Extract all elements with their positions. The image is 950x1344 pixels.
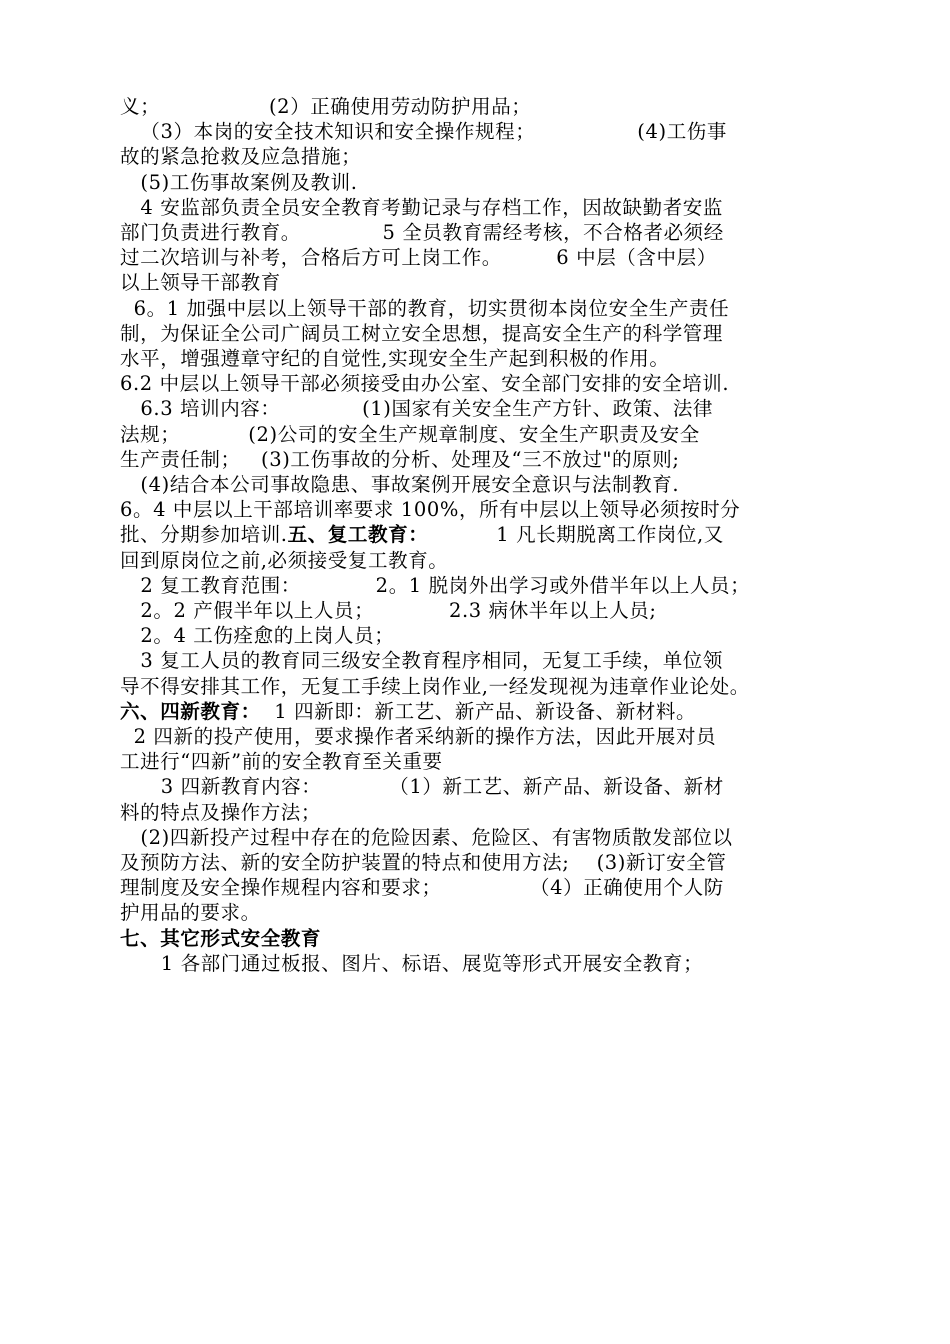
text-line [120,119,840,144]
text-run: 义； (2）正确使用劳动防护用品； [120,95,532,118]
text-run: 水平，增强遵章守纪的自觉性,实现安全生产起到积极的作用。 [120,347,670,370]
text-run: 故的紧急抢救及应急措施； [120,145,362,169]
text-line [120,900,840,925]
text-line [120,296,840,321]
text-line [120,926,840,951]
text-run: 法规； (2)公司的安全生产规章制度、安全生产职责及安全 [120,422,700,446]
text-line [120,321,840,346]
text-run: 工进行“四新”前的安全教育至关重要 [120,750,443,774]
text-run: 3 复工人员的教育同三级安全教育程序相同，无复工手续，单位领 [120,649,724,673]
text-run: (5)工伤事故案例及教训. [120,170,358,194]
text-line [120,699,840,724]
text-run: 生产责任制； (3)工伤事故的分析、处理及“三不放过"的原则; [120,447,680,471]
text-line [120,144,840,169]
text-run: 批、分期参加培训. [120,523,288,547]
text-line [120,850,840,875]
text-line [120,346,840,371]
text-line [120,497,840,522]
text-line [120,522,840,547]
text-run: 护用品的要求。 [120,901,261,925]
text-run: 理制度及安全操作规程内容和要求； （4）正确使用个人防 [120,876,724,900]
text-run: (4)结合本公司事故隐患、事故案例开展安全意识与法制教育. [120,473,680,496]
text-run: 以上领导干部教育 [120,271,281,295]
text-line [120,371,840,396]
text-run: 回到原岗位之前,必须接受复工教育。 [120,548,449,572]
text-line [120,774,840,799]
text-line [120,623,840,648]
text-line [120,800,840,825]
text-line [120,94,840,119]
text-run: 6。1 加强中层以上领导干部的教育，切实贯彻本岗位安全生产责任 [120,296,730,320]
text-run: (2)四新投产过程中存在的危险因素、危险区、有害物质散发部位以 [120,825,733,849]
text-line [120,422,840,447]
text-line [120,447,840,472]
text-line [120,270,840,295]
text-run: 及预防方法、新的安全防护装置的特点和使用方法; (3)新订安全管 [120,851,727,874]
text-run: 导不得安排其工作，无复工手续上岗作业,一经发现视为违章作业论处。 [120,674,750,698]
text-run: 2 四新的投产使用，要求操作者采纳新的操作方法，因此开展对员 [120,725,717,748]
text-run: 部门负责进行教育。 5 全员教育需经考核，不合格者必须经 [120,221,724,244]
text-run: 6.2 中层以上领导干部必须接受由办公室、安全部门安排的安全培训. [120,372,730,396]
text-line [120,195,840,220]
text-line [120,724,840,749]
text-line [120,170,840,195]
text-line [120,220,840,245]
text-run: 1 凡长期脱离工作岗位,又 [428,523,724,547]
text-run: 过二次培训与补考，合格后方可上岗工作。 6 中层（含中层） [120,246,717,270]
text-line [120,951,840,976]
text-run: 料的特点及操作方法； [120,800,322,824]
text-line [120,245,840,270]
text-line [120,472,840,497]
text-line [120,573,840,598]
text-line [120,749,840,774]
text-run: 6.3 培训内容： (1)国家有关安全生产方针、政策、法律 [120,397,714,421]
text-run: 1 四新即：新工艺、新产品、新设备、新材料。 [260,699,697,723]
text-line [120,598,840,623]
section-heading: 五、复工教育： [287,523,429,547]
text-line [120,648,840,673]
text-line [120,825,840,850]
text-run: 4 安监部负责全员安全教育考勤记录与存档工作，因故缺勤者安监 [120,195,724,219]
text-run: 2 复工教育范围： 2。1 脱岗外出学习或外借半年以上人员； [120,573,751,597]
text-run: 制，为保证全公司广阔员工树立安全思想，提高安全生产的科学管理 [120,321,724,345]
text-line [120,396,840,421]
text-run: （3）本岗的安全技术知识和安全操作规程； (4)工伤事 [120,120,728,144]
text-run: 3 四新教育内容： （1）新工艺、新产品、新设备、新材 [120,775,724,799]
text-run: 1 各部门通过板报、图片、标语、展览等形式开展安全教育； [120,951,704,975]
text-run: 2。2 产假半年以上人员； 2.3 病休半年以上人员; [120,599,657,622]
text-line [120,548,840,573]
text-run: 2。4 工伤痊愈的上岗人员； [120,624,395,648]
text-line [120,875,840,900]
text-run: 6。4 中层以上干部培训率要求 100%，所有中层以上领导必须按时分 [120,498,741,522]
text-line [120,674,840,699]
section-heading: 六、四新教育： [120,699,261,723]
section-heading: 七、其它形式安全教育 [120,926,322,950]
